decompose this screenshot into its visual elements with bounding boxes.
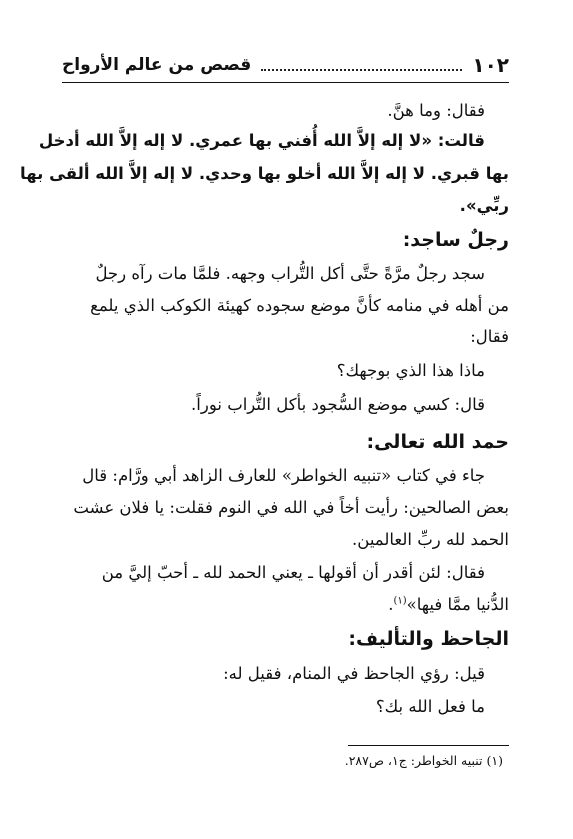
body-line: فقال:: [470, 327, 509, 346]
body-line: فقال: لئن أقدر أن أقولها ـ يعني الحمد لله ـ أحبّ إليَّ من: [101, 563, 485, 582]
header-dot-leader: [261, 59, 462, 71]
section-heading: رجلٌ ساجد:: [402, 229, 509, 251]
section-heading: الجاحظ والتأليف:: [348, 628, 509, 650]
body-line: قالت: «لا إله إلاَّ الله أُفني بها عمري. لا إله إلاَّ الله أدخل: [38, 131, 485, 150]
book-title: قصص من عالم الأرواح: [62, 55, 252, 75]
body-line: ماذا هذا الذي بوجهك؟: [336, 361, 485, 380]
running-header: [62, 52, 509, 78]
body-line: بعض الصالحين: رأيت أخاً في الله في النوم فقلت: يا فلان عشت: [73, 498, 509, 517]
footnote-rule: [348, 745, 509, 746]
section-heading: حمد الله تعالى:: [366, 431, 509, 453]
body-line: قيل: رؤي الجاحظ في المنام، فقيل له:: [223, 664, 485, 683]
body-line: ربِّي».: [459, 196, 509, 215]
footnote-marker: (١): [393, 595, 407, 607]
body-line: من أهله في منامه كأنَّ موضع سجوده كهيئة الكوكب الذي يلمع: [90, 296, 509, 315]
body-line: فقال: وما هنَّ.: [387, 101, 485, 120]
body-line: جاء في كتاب «تنبيه الخواطر» للعارف الزاهد أبي ورَّام: قال: [82, 466, 485, 485]
body-line: سجد رجلٌ مرَّةً حتَّى أكل التُّراب وجهه. فلمَّا مات رآه رجلٌ: [95, 264, 485, 283]
body-line-end: .: [388, 595, 394, 614]
header-rule: [62, 82, 509, 83]
body-line: الحمد لله ربِّ العالمين.: [352, 530, 509, 549]
body-line: ما فعل الله بك؟: [375, 697, 485, 716]
footnote: (١) تنبيه الخواطر: ج١، ص٢٨٧.: [344, 753, 503, 768]
body-line: قال: كسي موضع السُّجود بأكل التُّراب نوراً.: [191, 395, 485, 414]
body-line: بها قبري. لا إله إلاَّ الله أخلو بها وحدي. لا إله إلاَّ الله ألقى بها: [20, 164, 509, 183]
page-number: ١٠٢: [472, 53, 509, 77]
body-line-text: الدُّنيا ممَّا فيها»: [406, 595, 509, 614]
body-line: [62, 595, 509, 614]
